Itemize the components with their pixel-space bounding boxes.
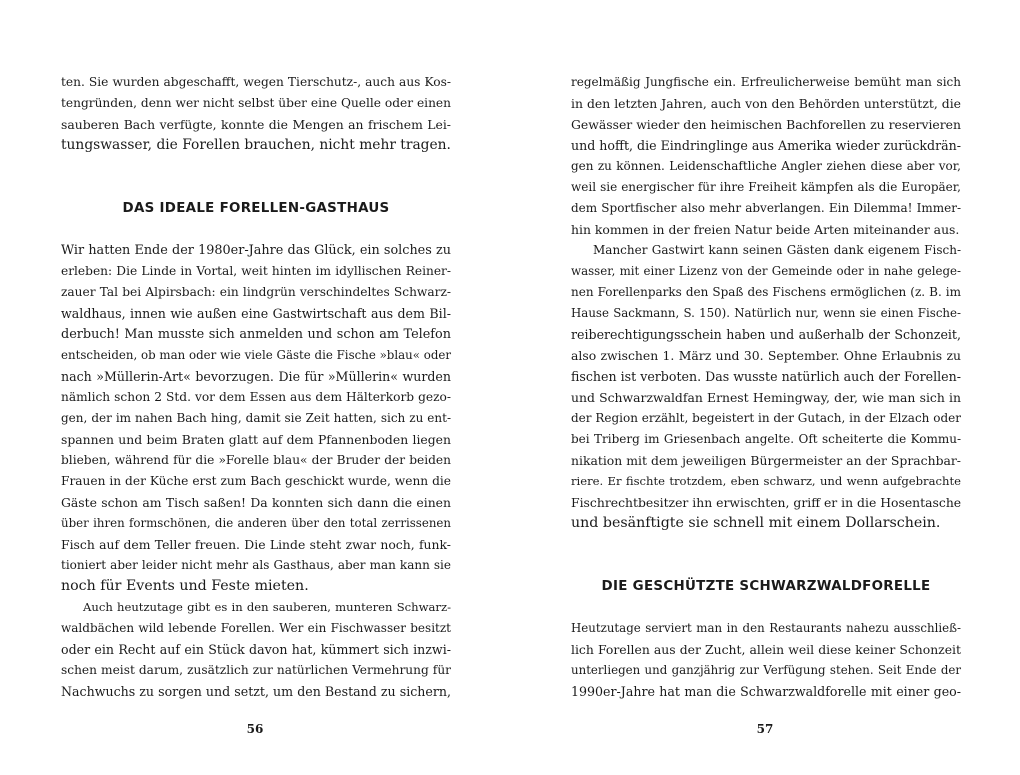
text-line: erleben: Die Linde in Vortal, weit hinten im idyllischen Reiner- xyxy=(61,264,451,278)
text-line: Mancher Gastwirt kann seinen Gästen dank eigenem Fisch- xyxy=(593,243,961,257)
text-line: entscheiden, ob man oder wie viele Gäste die Fische »blau« oder xyxy=(61,348,451,362)
text-line: zauer Tal bei Alpirsbach: ein lindgrün verschindeltes Schwarz- xyxy=(61,285,451,299)
text-line: blieben, während für die »Forelle blau« der Bruder der beiden xyxy=(61,453,451,467)
text-line: spannen und beim Braten glatt auf dem Pfannenboden liegen xyxy=(61,432,451,447)
text-line: waldbächen wild lebende Forellen. Wer ein Fischwasser besitzt xyxy=(61,621,451,635)
text-line: reiberechtigungsschein haben und außerhalb der Schonzeit, xyxy=(571,327,961,342)
text-line: Fischrechtbesitzer ihn erwischten, griff er in die Hosentasche xyxy=(571,495,962,510)
text-line: also zwischen 1. März und 30. September. Ohne Erlaubnis zu xyxy=(571,348,961,363)
text-line: über ihren formschönen, die anderen über den total zerrissenen xyxy=(61,516,451,530)
text-line: gen zu können. Leidenschaftliche Angler ziehen diese aber vor, xyxy=(571,159,961,173)
text-line: nach »Müllerin-Art« bevorzugen. Die für »Müllerin« wurden xyxy=(61,369,451,384)
text-line: fischen ist verboten. Das wusste natürlich auch der Forellen- xyxy=(571,369,961,384)
text-line: waldhaus, innen wie außen eine Gastwirtschaft aus dem Bil- xyxy=(61,306,451,321)
text-line: tengründen, denn wer nicht selbst über eine Quelle oder einen xyxy=(61,96,451,110)
text-line: oder ein Recht auf ein Stück davon hat, kümmert sich inzwi- xyxy=(61,642,451,657)
text-line: bei Triberg im Griesenbach angelte. Oft scheiterte die Kommu- xyxy=(571,432,961,446)
text-line: schen meist darum, zusätzlich zur natürlichen Vermehrung für xyxy=(61,663,451,677)
text-line: ten. Sie wurden abgeschafft, wegen Tierschutz-, auch aus Kos- xyxy=(61,75,451,89)
text-line: Auch heutzutage gibt es in den sauberen, munteren Schwarz- xyxy=(83,600,451,614)
left-text-block-1 xyxy=(61,72,451,156)
section-heading: DIE GESCHÜTZTE SCHWARZWALDFORELLE xyxy=(601,579,931,594)
text-line: derbuch! Man musste sich anmelden und schon am Telefon xyxy=(61,327,451,342)
text-line: Nachwuchs zu sorgen und setzt, um den Bestand zu sichern, xyxy=(61,684,451,699)
text-line: Hause Sackmann, S. 150). Natürlich nur, wenn sie einen Fische- xyxy=(571,306,961,320)
right-page xyxy=(571,72,961,702)
left-page xyxy=(61,72,451,702)
text-line: tioniert aber leider nicht mehr als Gasthaus, aber man kann sie xyxy=(61,558,451,572)
text-line: 1990er-Jahre hat man die Schwarzwaldforelle mit einer geo- xyxy=(571,684,961,699)
text-line: weil sie energischer für ihre Freiheit kämpfen als die Europäer, xyxy=(571,180,961,194)
left-text-block-2 xyxy=(61,240,451,702)
text-line: tungswasser, die Forellen brauchen, nicht mehr tragen. xyxy=(61,137,451,153)
text-line: Wir hatten Ende der 1980er-Jahre das Glück, ein solches zu xyxy=(61,243,451,258)
text-line: lich Forellen aus der Zucht, allein weil diese keiner Schonzeit xyxy=(571,642,961,657)
text-line: sauberen Bach verfügte, konnte die Mengen an frischem Lei- xyxy=(61,117,451,132)
right-text-block-1 xyxy=(571,72,961,534)
text-line: in den letzten Jahren, auch von den Behörden unterstützt, die xyxy=(571,96,961,111)
text-line: nikation mit dem jeweiligen Bürgermeister an der Sprachbar- xyxy=(571,453,961,468)
right-text-block-2 xyxy=(571,618,961,702)
text-line: und besänftigte sie schnell mit einem Dollarschein. xyxy=(571,515,941,531)
text-line: Heutzutage serviert man in den Restaurants nahezu ausschließ- xyxy=(571,621,961,635)
text-line: der Region erzählt, begeistert in der Gutach, in der Elzach oder xyxy=(571,411,961,425)
text-line: Fisch auf dem Teller freuen. Die Linde steht zwar noch, funk- xyxy=(61,537,451,552)
text-line: wasser, mit einer Lizenz von der Gemeinde oder in nahe gelege- xyxy=(571,264,961,278)
text-line: nen Forellenparks den Spaß des Fischens ermöglichen (z. B. im xyxy=(571,285,961,299)
section-heading: DAS IDEALE FORELLEN-GASTHAUS xyxy=(122,201,390,216)
text-line: gen, der im nahen Bach hing, damit sie Zeit hatten, sich zu ent- xyxy=(61,411,451,425)
text-line: riere. Er fischte trotzdem, eben schwarz, und wenn aufgebrachte xyxy=(571,474,961,488)
text-line: dem Sportfischer also mehr abverlangen. Ein Dilemma! Immer- xyxy=(571,201,961,215)
page-number-right: 57 xyxy=(756,722,774,736)
text-line: und Schwarzwaldfan Ernest Hemingway, der, wie man sich in xyxy=(571,390,961,405)
text-line: nämlich schon 2 Std. vor dem Essen aus dem Hälterkorb gezo- xyxy=(61,390,451,404)
text-line: unterliegen und ganzjährig zur Verfügung stehen. Seit Ende der xyxy=(571,663,961,677)
text-line: Gäste schon am Tisch saßen! Da konnten sich dann die einen xyxy=(61,495,451,510)
text-line: regelmäßig Jungfische ein. Erfreulicherweise bemüht man sich xyxy=(571,75,961,89)
page-number-left: 56 xyxy=(246,722,264,736)
text-line: Frauen in der Küche erst zum Bach geschickt wurde, wenn die xyxy=(61,474,451,488)
text-line: und hofft, die Eindringlinge aus Amerika wieder zurückdrän- xyxy=(571,138,961,153)
text-line: noch für Events und Feste mieten. xyxy=(61,578,309,594)
text-line: hin kommen in der freien Natur beide Arten miteinander aus. xyxy=(571,222,960,237)
text-line: Gewässer wieder den heimischen Bachforellen zu reservieren xyxy=(571,117,961,132)
